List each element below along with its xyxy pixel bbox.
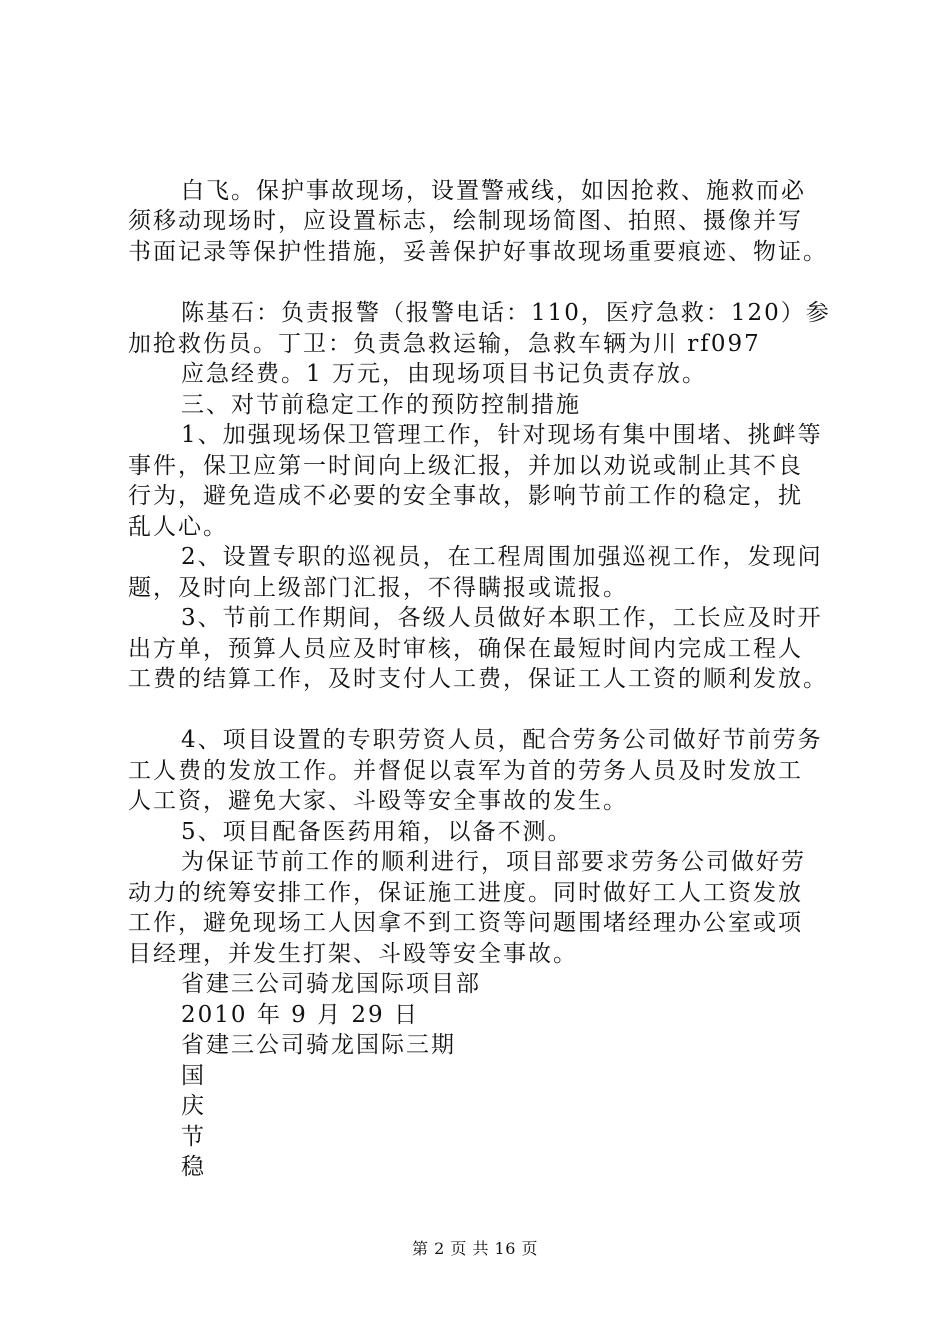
text-line: 三、对节前稳定工作的预防控制措施: [181, 392, 581, 418]
text-line: 2、设置专职的巡视员，在工程周围加强巡视工作，发现问: [181, 544, 823, 570]
text-line: 目经理，并发生打架、斗殴等安全事故。: [128, 941, 578, 967]
text-line: 5、项目配备医药用箱，以备不测。: [181, 819, 573, 845]
title-fragment: 节: [181, 1124, 206, 1150]
title-fragment: 稳: [181, 1154, 206, 1180]
text-line: 1、加强现场保卫管理工作，针对现场有集中围堵、挑衅等: [181, 422, 823, 448]
text-line: 须移动现场时，应设置标志，绘制现场简图、拍照、摄像并写: [128, 208, 803, 234]
text-line: 人工资，避免大家、斗殴等安全事故的发生。: [128, 788, 628, 814]
page-number: 第 2 页 共 16 页: [412, 1239, 538, 1258]
text-line: 行为，避免造成不必要的安全事故，影响节前工作的稳定，扰: [128, 483, 803, 509]
text-line: 4、项目设置的专职劳资人员，配合劳务公司做好节前劳务: [181, 727, 823, 753]
text-line: 事件，保卫应第一时间向上级汇报，并加以劝说或制止其不良: [128, 453, 803, 479]
text-line: 白飞。保护事故现场，设置警戒线，如因抢救、施救而必: [181, 178, 806, 204]
title-fragment: 省建三公司骑龙国际三期: [181, 1032, 456, 1058]
signature-date: 2010 年 9 月 29 日: [181, 1002, 419, 1028]
text-line: 应急经费。1 万元，由现场项目书记负责存放。: [181, 361, 707, 387]
text-line: 工人费的发放工作。并督促以袁军为首的劳务人员及时发放工: [128, 758, 803, 784]
text-line: 陈基石：负责报警（报警电话：110，医疗急救：120）参: [181, 300, 831, 326]
text-line: 为保证节前工作的顺利进行，项目部要求劳务公司做好劳: [181, 849, 806, 875]
text-line: 乱人心。: [128, 514, 228, 540]
text-line: 动力的统筹安排工作，保证施工进度。同时做好工人工资发放: [128, 880, 803, 906]
text-line: 题，及时向上级部门汇报，不得瞒报或谎报。: [128, 575, 628, 601]
text-line: 3、节前工作期间，各级人员做好本职工作，工长应及时开: [181, 605, 823, 631]
text-line: 工作，避免现场工人因拿不到工资等问题围堵经理办公室或项: [128, 910, 803, 936]
text-line: 工费的结算工作，及时支付人工费，保证工人工资的顺利发放。: [128, 666, 828, 692]
text-line: 加抢救伤员。丁卫：负责急救运输，急救车辆为川 rf097: [128, 331, 761, 357]
text-line: 书面记录等保护性措施，妥善保护好事故现场重要痕迹、物证。: [128, 239, 828, 265]
title-fragment: 庆: [181, 1093, 206, 1119]
text-line: 出方单，预算人员应及时审核，确保在最短时间内完成工程人: [128, 636, 803, 662]
signature-org: 省建三公司骑龙国际项目部: [181, 971, 481, 997]
title-fragment: 国: [181, 1063, 206, 1089]
